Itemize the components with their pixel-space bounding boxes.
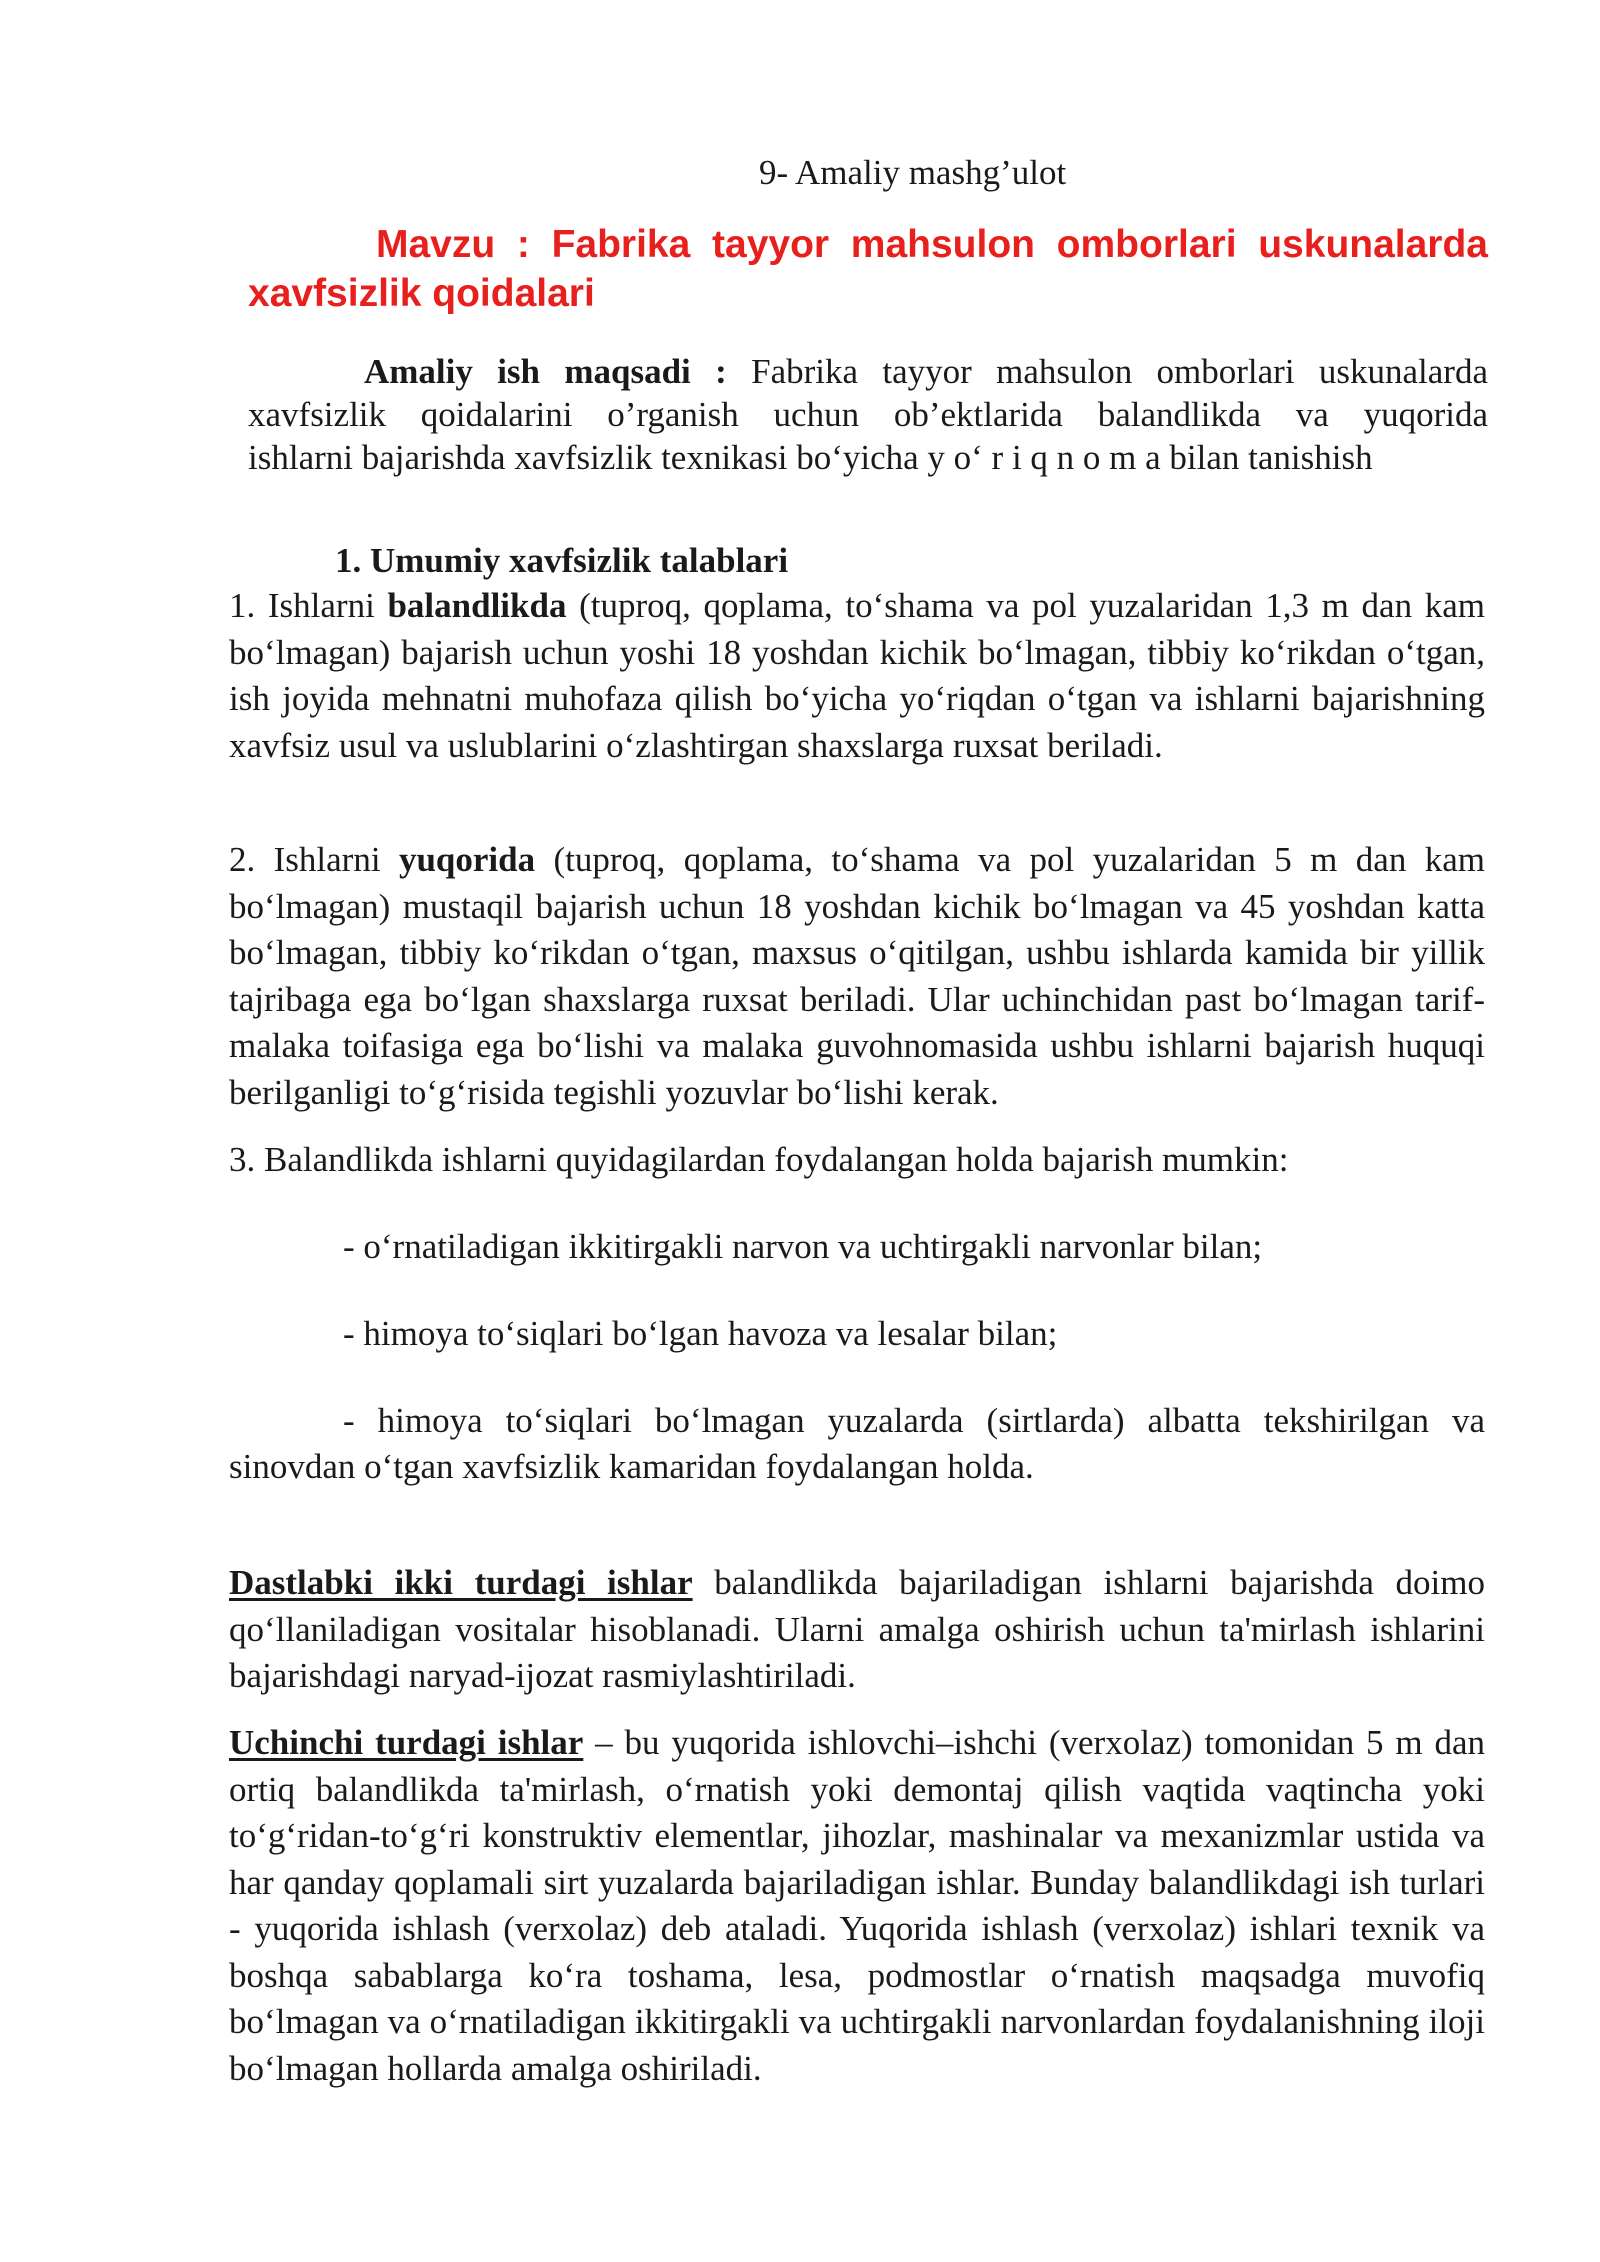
paragraph-4-rest: balandlikda bajariladigan ishlarni bajarishda doimo qo‘llaniladigan vositalar hisoblanadi. Ularni amalga oshirish uchun ta'mirlash ishlarini bajarishdagi naryad-ijozat rasmiylashtiriladi. [229, 1563, 1485, 1695]
topic-line-2: xavfsizlik qoidalari [248, 272, 595, 315]
paragraph-1 [229, 583, 1485, 769]
goal-label: Amaliy ish maqsadi : [364, 352, 727, 391]
paragraph-5-underlined: Uchinchi turdagi ishlar [229, 1723, 584, 1762]
topic-heading [248, 220, 1488, 318]
paragraph-1-start: 1. Ishlarni [229, 586, 388, 625]
paragraph-5 [229, 1720, 1485, 2092]
paragraph-2-bold: yuqorida [398, 840, 536, 879]
paragraph-5-rest: – bu yuqorida ishlovchi–ishchi (verxolaz) tomonidan 5 m dan ortiq balandlikda ta'mirlash, o‘rnatish yoki demontaj qilish vaqtida vaqtincha yoki to‘g‘ridan-to‘g‘ri konstruktiv elementlar, jihozlar, mashinalar va mexanizmlar ustida va har qanday qoplamali sirt yuzalarda bajariladigan ishlar. Bunday balandlikdagi ish turlari - yuqorida ishlash (verxolaz) deb ataladi. Yuqorida ishlash (verxolaz) ishlari texnik va boshqa sabablarga ko‘ra toshama, lesa, podmostlar o‘rnatish maqsadga muvofiq bo‘lmagan va o‘rnatiladigan ikkitirgakli va uchtirgakli narvonlardan foydalanishning iloji bo‘lmagan hollarda amalga oshiriladi. [229, 1723, 1485, 2088]
bullet-2: - himoya to‘siqlari bo‘lgan havoza va lesalar bilan; [343, 1314, 1058, 1353]
goal-line-1 [248, 350, 1488, 393]
paragraph-1-bold: balandlikda [387, 586, 567, 625]
goal-line-3: ishlarni bajarishda xavfsizlik texnikasi bo‘yicha y o‘ r i q n o m a bilan tanishish [248, 438, 1373, 477]
paragraph-2-start: 2. Ishlarni [229, 840, 399, 879]
paragraph-3: 3. Balandlikda ishlarni quyidagilardan foydalangan holda bajarish mumkin: [229, 1140, 1289, 1179]
goal-paragraph [248, 350, 1488, 479]
lesson-title: 9- Amaliy mashg’ulot [759, 153, 1067, 192]
bullet-3 [229, 1398, 1485, 1490]
topic-line-1: Mavzu : Fabrika tayyor mahsulon omborlari uskunalarda [376, 223, 1488, 266]
bullet-1: - o‘rnatiladigan ikkitirgakli narvon va uchtirgakli narvonlar bilan; [343, 1227, 1263, 1266]
bullet-3-line-1: - himoya to‘siqlari bo‘lmagan yuzalarda (sirtlarda) albatta tekshirilgan va [343, 1401, 1485, 1440]
paragraph-2 [229, 837, 1485, 1116]
paragraph-2-rest: (tuproq, qoplama, to‘shama va pol yuzalaridan 5 m dan kam bo‘lmagan) mustaqil bajarish uchun 18 yoshdan kichik bo‘lmagan va 45 yoshdan katta bo‘lmagan, tibbiy ko‘rikdan o‘tgan, maxsus o‘qitilgan, ushbu ishlarda kamida bir yillik tajribaga ega bo‘lgan shaxslarga ruxsat beriladi. Ular uchinchidan past bo‘lmagan tarif-malaka toifasiga ega bo‘lishi va malaka guvohnomasida ushbu ishlarni bajarish huquqi berilganligi to‘g‘risida tegishli yozuvlar bo‘lishi kerak. [229, 840, 1485, 1112]
goal-line-2: xavfsizlik qoidalarini o’rganish uchun ob’ektlarida balandlikda va yuqorida [248, 395, 1488, 434]
bullet-3-line-2: sinovdan o‘tgan xavfsizlik kamaridan foydalangan holda. [229, 1447, 1034, 1486]
goal-line-1-text: Fabrika tayyor mahsulon omborlari uskunalarda [726, 352, 1488, 391]
paragraph-1-rest: (tuproq, qoplama, to‘shama va pol yuzalaridan 1,3 m dan kam bo‘lmagan) bajarish uchun yoshi 18 yoshdan kichik bo‘lmagan, tibbiy ko‘rikdan o‘tgan, ish joyida mehnatni muhofaza qilish bo‘yicha yo‘riqdan o‘tgan va ishlarni bajarishning xavfsiz usul va uslublarini o‘zlashtirgan shaxslarga ruxsat beriladi. [229, 586, 1485, 765]
section-heading: 1. Umumiy xavfsizlik talablari [335, 541, 789, 580]
paragraph-4-underlined: Dastlabki ikki turdagi ishlar [229, 1563, 693, 1602]
paragraph-4 [229, 1560, 1485, 1700]
